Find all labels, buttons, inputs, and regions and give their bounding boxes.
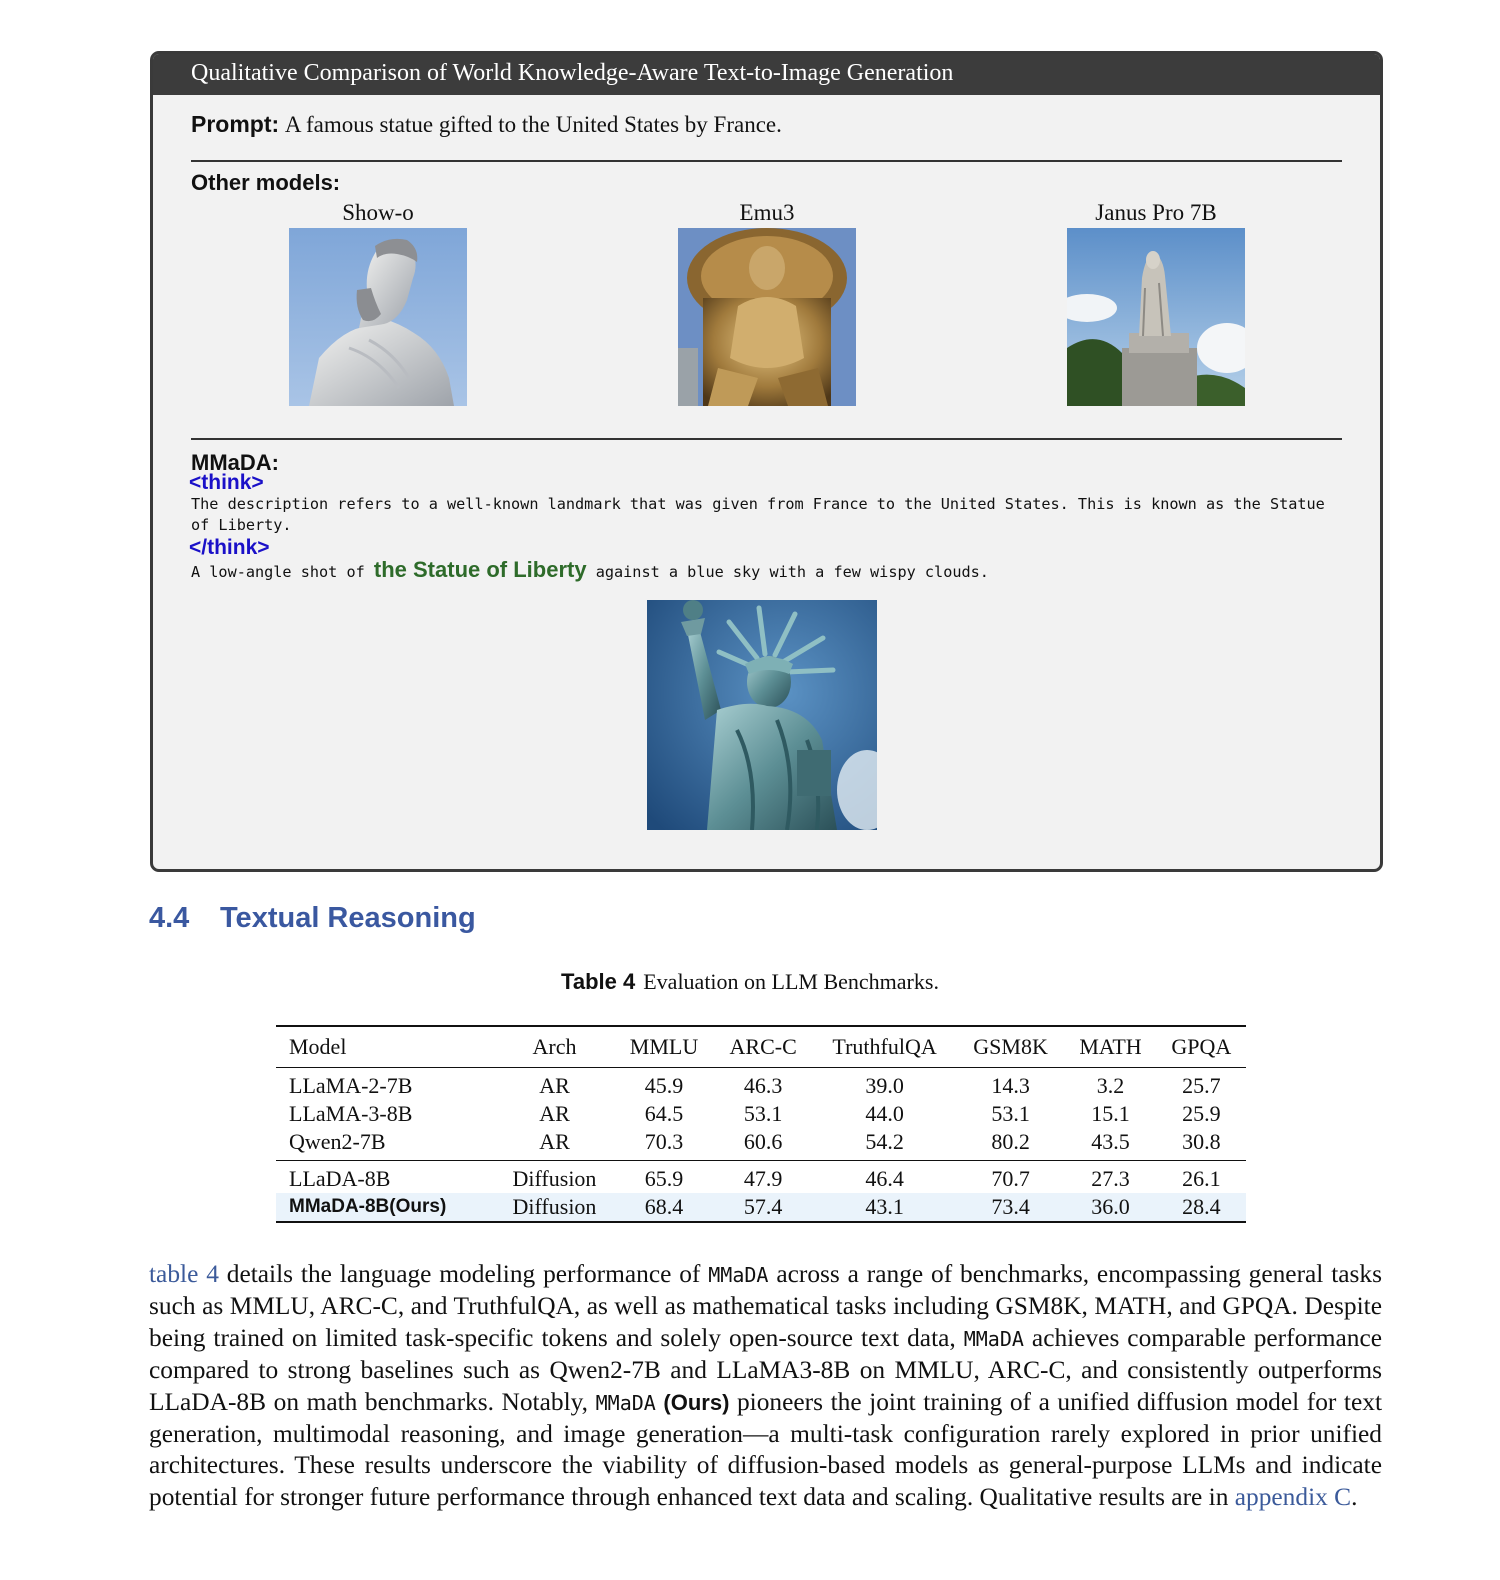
table-row-ours: [276, 1193, 1246, 1222]
model-janus: [1006, 198, 1306, 406]
think-open-tag: <think>: [189, 471, 264, 494]
statue-of-liberty-image: [647, 600, 877, 830]
mmada-name: MMaDA: [595, 1390, 656, 1415]
cell: 46.3: [743, 1073, 783, 1098]
cell: 73.4: [957, 1193, 1065, 1222]
showo-image: [289, 228, 467, 406]
cell: LLaMA-2-7B: [289, 1073, 413, 1098]
prompt-label: Prompt:: [191, 111, 280, 137]
mmada-name: MMaDA: [963, 1326, 1024, 1351]
divider: [191, 438, 1342, 440]
cell: MMaDA-8B(Ours): [276, 1193, 495, 1222]
cell: 28.4: [1157, 1193, 1246, 1222]
cell: 43.5: [1091, 1129, 1130, 1154]
table-row: [276, 1161, 1246, 1194]
cell: 30.8: [1182, 1129, 1221, 1154]
cell: 45.9: [644, 1073, 684, 1098]
cell: 65.9: [644, 1166, 684, 1191]
answer-prefix: A low-angle shot of: [191, 563, 365, 581]
body-paragraph: [149, 1259, 1382, 1513]
table-label: Table 4: [561, 969, 636, 994]
table-row: [276, 1128, 1246, 1161]
section-number: 4.4: [149, 902, 190, 934]
para-text: .: [1351, 1482, 1358, 1511]
cell: 27.3: [1091, 1166, 1130, 1191]
divider: [191, 160, 1342, 162]
cell: 44.0: [865, 1101, 904, 1126]
cell: 39.0: [865, 1073, 904, 1098]
cell: 70.3: [644, 1129, 684, 1154]
col-header: MATH: [1079, 1034, 1142, 1059]
prompt-text: A famous statue gifted to the United States by France.: [284, 112, 782, 137]
cell: Diffusion: [495, 1193, 614, 1222]
cell: LLaMA-3-8B: [289, 1101, 413, 1126]
cell: 53.1: [991, 1101, 1030, 1126]
cell: 53.1: [743, 1101, 783, 1126]
mmada-label: MMaDA:: [191, 450, 279, 475]
other-models-label: Other models:: [191, 170, 341, 195]
table-title: Evaluation on LLM Benchmarks.: [643, 969, 939, 994]
emu3-image: [678, 228, 856, 406]
model-name: Janus Pro 7B: [1095, 200, 1217, 225]
col-header: Model: [289, 1034, 347, 1059]
table-caption: [0, 969, 1500, 995]
qualitative-figure: [150, 51, 1383, 872]
table-header-row: [276, 1026, 1246, 1068]
cell: 47.9: [743, 1166, 783, 1191]
cell: AR: [539, 1129, 570, 1154]
janus-image: [1067, 228, 1245, 406]
answer-line: [191, 557, 989, 583]
answer-highlight: the Statue of Liberty: [373, 557, 587, 582]
cell: 25.9: [1182, 1101, 1221, 1126]
cell: 36.0: [1064, 1193, 1156, 1222]
prompt-line: [191, 111, 782, 138]
think-text: The description refers to a well-known landmark that was given from France to the United States. This is known as the Statue of Liberty.: [191, 495, 1325, 534]
cell: 57.4: [714, 1193, 812, 1222]
ours-label: (Ours): [663, 1389, 730, 1415]
col-header: TruthfulQA: [832, 1034, 937, 1059]
cell: 60.6: [743, 1129, 783, 1154]
col-header: ARC-C: [729, 1034, 797, 1059]
cell: 43.1: [812, 1193, 956, 1222]
cell: 70.7: [991, 1166, 1030, 1191]
cell: 26.1: [1182, 1166, 1221, 1191]
cell: 14.3: [991, 1073, 1030, 1098]
cell: 64.5: [644, 1101, 684, 1126]
cell: 3.2: [1096, 1073, 1125, 1098]
cell: 68.4: [614, 1193, 714, 1222]
col-header: GSM8K: [973, 1034, 1048, 1059]
model-name: Emu3: [739, 200, 795, 225]
col-header: Arch: [532, 1034, 577, 1059]
section-title: Textual Reasoning: [220, 902, 476, 934]
cell: 54.2: [865, 1129, 904, 1154]
model-showo: [228, 198, 528, 406]
cell: 15.1: [1091, 1101, 1130, 1126]
table-reference-link[interactable]: table 4: [149, 1260, 219, 1288]
section-heading: [149, 902, 476, 935]
cell: LLaDA-8B: [289, 1166, 391, 1191]
cell: 46.4: [865, 1166, 904, 1191]
para-text: pioneers the joint training of a unified diffusion model for text generation, multimodal reasoning, and image generation—a multi-task configuration rarely explored in prior unified architectures. These results underscore the viability of diffusion-based models as general-purpose LLMs and indicate potential for stronger future performance through enhanced text data and scaling. Qualitative results are in: [149, 1387, 1382, 1511]
para-text: achieves comparable performance compared to strong baselines such as Qwen2-7B and LLaMA3-8B on MMLU, ARC-C, and consistently outperforms LLaDA-8B on math benchmarks. Notably,: [149, 1323, 1382, 1416]
col-header: GPQA: [1171, 1034, 1232, 1059]
cell: Qwen2-7B: [289, 1129, 386, 1154]
cell: Diffusion: [512, 1166, 597, 1191]
cell: 25.7: [1182, 1073, 1221, 1098]
benchmark-table: [276, 1025, 1246, 1223]
model-emu3: [617, 198, 917, 406]
para-text: across a range of benchmarks, encompassing general tasks such as MMLU, ARC-C, and TruthfulQA, as well as mathematical tasks including GSM8K, MATH, and GPQA. Despite being trained on limited task-specific tokens and solely open-source text data,: [149, 1260, 1383, 1352]
figure-title: Qualitative Comparison of World Knowledge-Aware Text-to-Image Generation: [153, 54, 1380, 95]
appendix-link[interactable]: appendix C: [1234, 1482, 1352, 1511]
think-close-tag: </think>: [189, 536, 270, 559]
para-text: details the language modeling performance of: [218, 1260, 709, 1288]
table-row: [276, 1100, 1246, 1128]
answer-suffix: against a blue sky with a few wispy clouds.: [595, 563, 989, 581]
model-name: Show-o: [342, 200, 414, 225]
cell: AR: [539, 1073, 570, 1098]
mmada-name: MMaDA: [708, 1263, 769, 1287]
table-row: [276, 1068, 1246, 1101]
cell: AR: [539, 1101, 570, 1126]
cell: 80.2: [991, 1129, 1030, 1154]
col-header: MMLU: [629, 1034, 699, 1059]
